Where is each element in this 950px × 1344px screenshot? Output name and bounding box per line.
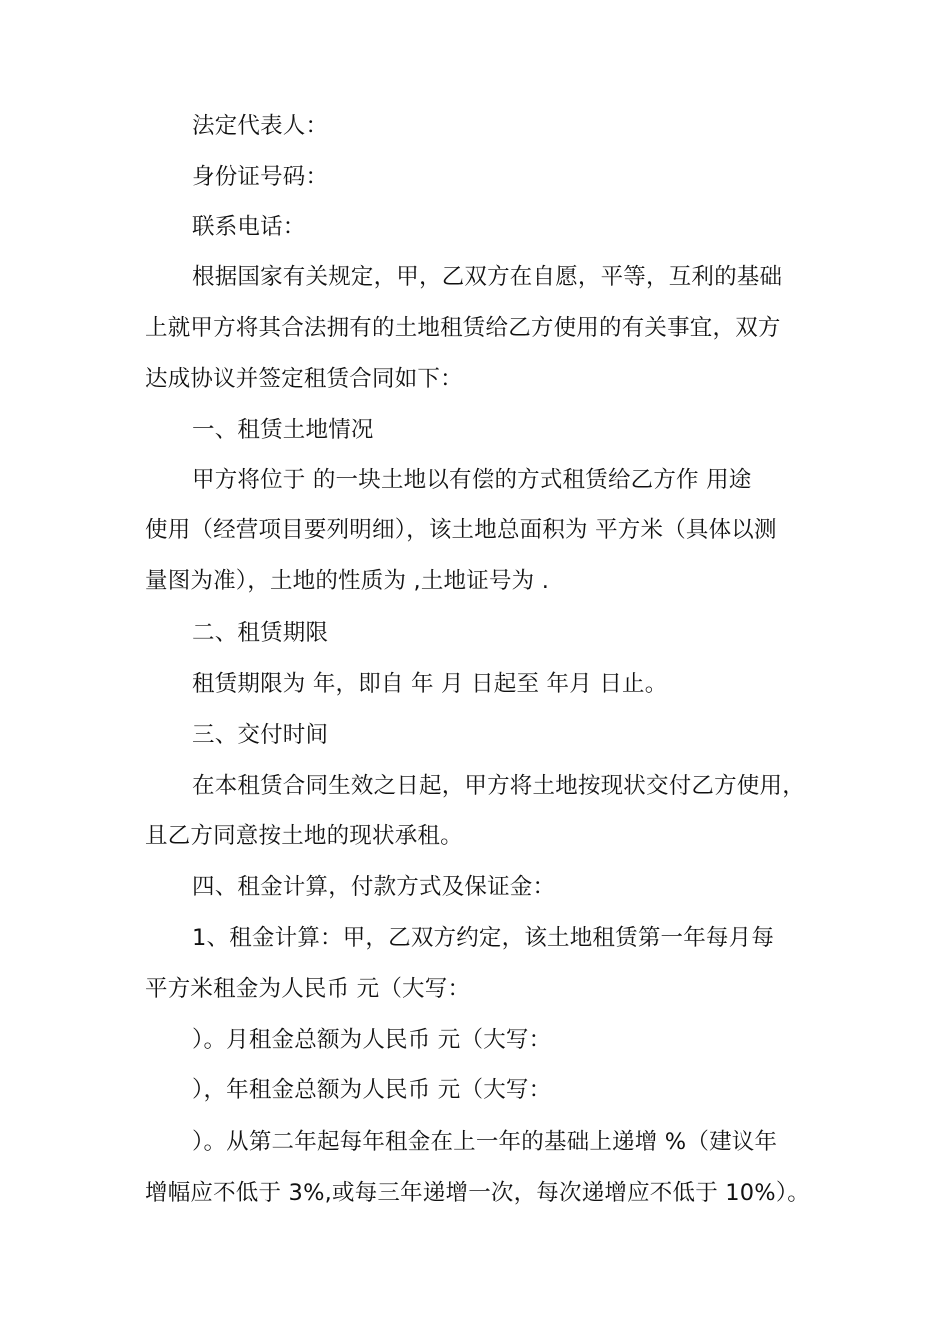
intro-paragraph-line-2: 上就甲方将其合法拥有的土地租赁给乙方使用的有关事宜，双方	[145, 315, 781, 341]
section-1-heading: 一、租赁土地情况	[192, 417, 374, 443]
intro-paragraph-line-3: 达成协议并签定租赁合同如下：	[145, 366, 463, 392]
rent-calc-line-6: 增幅应不低于 3%,或每三年递增一次，每次递增应不低于 10%）。	[145, 1180, 811, 1206]
intro-paragraph-line-1: 根据国家有关规定，甲，乙双方在自愿，平等，互利的基础	[192, 264, 783, 290]
section-4-heading: 四、租金计算，付款方式及保证金：	[192, 874, 556, 900]
section-1-paragraph-line-1: 甲方将位于 的一块土地以有偿的方式租赁给乙方作 用途	[192, 467, 752, 493]
section-1-paragraph-line-2: 使用（经营项目要列明细），该土地总面积为 平方米（具体以测	[145, 517, 777, 543]
rent-calc-line-3: ）。月租金总额为人民币 元（大写：	[192, 1027, 552, 1053]
section-1-paragraph-line-3: 量图为准），土地的性质为 ,土地证号为 .	[145, 568, 550, 594]
legal-representative-line: 法定代表人：	[192, 113, 329, 139]
section-3-paragraph-line-2: 且乙方同意按土地的现状承租。	[145, 823, 463, 849]
section-2-heading: 二、租赁期限	[192, 620, 329, 646]
rent-calc-line-4: ），年租金总额为人民币 元（大写：	[192, 1077, 552, 1103]
section-2-paragraph: 租赁期限为 年，即自 年 月 日起至 年月 日止。	[192, 671, 668, 697]
rent-calc-line-1: 1、租金计算：甲，乙双方约定，该土地租赁第一年每月每	[192, 925, 775, 951]
section-3-paragraph-line-1: 在本租赁合同生效之日起，甲方将土地按现状交付乙方使用，	[192, 773, 805, 799]
id-number-line: 身份证号码：	[192, 164, 329, 190]
section-3-heading: 三、交付时间	[192, 722, 329, 748]
rent-calc-line-2: 平方米租金为人民币 元（大写：	[145, 976, 471, 1002]
phone-line: 联系电话：	[192, 214, 306, 240]
rent-calc-line-5: ）。从第二年起每年租金在上一年的基础上递增 %（建议年	[192, 1129, 778, 1155]
